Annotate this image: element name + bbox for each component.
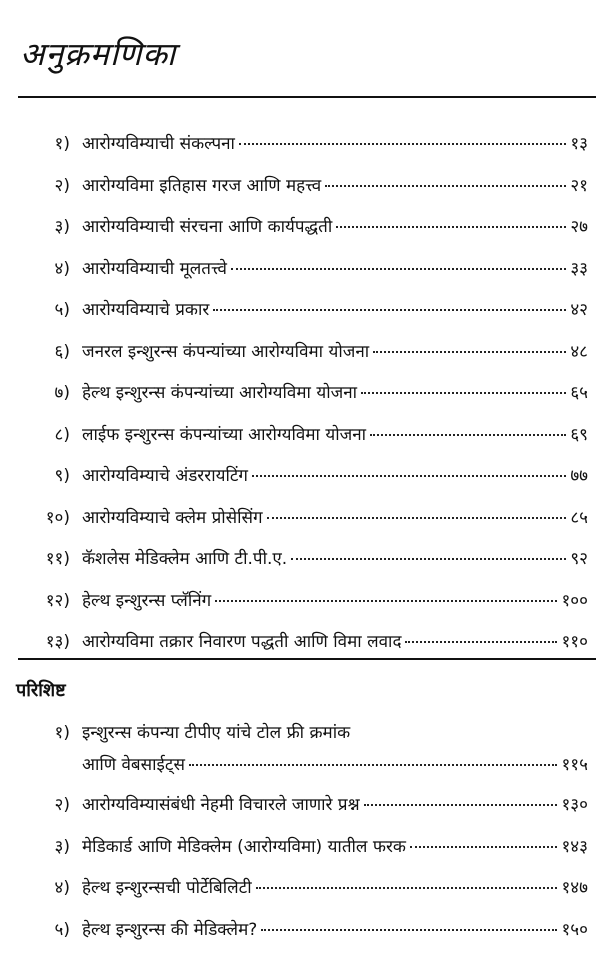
dot-leader — [267, 517, 567, 519]
entry-title: हेल्थ इन्शुरन्सची पोर्टेबिलिटी — [82, 878, 252, 898]
entry-title: लाईफ इन्शुरन्स कंपन्यांच्या आरोग्यविमा योजना — [82, 424, 367, 445]
entry-page: ११० — [561, 632, 588, 652]
entry-number: ७) — [54, 383, 70, 403]
dot-leader — [373, 351, 566, 353]
entry-title: आरोग्यविम्याचे प्रकार — [82, 300, 210, 320]
entry-title: कॅशलेस मेडिक्लेम आणि टी.पी.ए. — [82, 549, 288, 569]
contents-entry — [0, 422, 600, 464]
entry-number: ४) — [54, 258, 70, 279]
entry-title: हेल्थ इन्शुरन्स की मेडिक्लेम? — [82, 919, 258, 940]
entry-title: आरोग्यविम्याची संरचना आणि कार्यपद्धती — [82, 217, 333, 237]
entry-title: आणि वेबसाईट्स — [82, 755, 185, 775]
entry-title: आरोग्यविम्याचे अंडररायटिंग — [82, 466, 249, 486]
entry-title: आरोग्यविमा इतिहास गरज आणि महत्त्व — [82, 175, 322, 196]
entry-page: २७ — [570, 217, 588, 237]
entry-number: ९) — [54, 466, 70, 486]
appendix-list — [0, 720, 600, 958]
entry-page: ७७ — [570, 466, 588, 486]
entry-page: १५० — [561, 919, 588, 940]
dot-leader — [252, 475, 566, 477]
entry-title: आरोग्यविम्याचे क्लेम प्रोसेसिंग — [82, 507, 263, 528]
dot-leader — [213, 309, 566, 311]
dot-leader — [405, 641, 557, 643]
entry-number: २) — [54, 795, 70, 815]
entry-page: ६९ — [570, 424, 588, 445]
dot-leader — [325, 185, 566, 187]
appendix-entry — [0, 720, 600, 792]
entry-number: ३) — [54, 217, 70, 237]
entry-page: १०० — [561, 590, 588, 611]
title-divider — [18, 96, 596, 98]
appendix-entry — [0, 917, 600, 959]
dot-leader — [239, 143, 566, 145]
entry-title: मेडिकार्ड आणि मेडिक्लेम (आरोग्यविमा) यातील फरक — [82, 836, 406, 857]
dot-leader — [291, 558, 566, 560]
contents-entry — [0, 256, 600, 298]
dot-leader — [231, 268, 566, 270]
dot-leader — [410, 846, 557, 848]
entry-number: १) — [54, 723, 70, 743]
section-divider — [18, 658, 596, 660]
entry-page: १४७ — [561, 878, 588, 898]
contents-entry — [0, 214, 600, 256]
entry-title: आरोग्यविम्याची मूलतत्त्वे — [82, 258, 228, 279]
contents-entry — [0, 173, 600, 215]
appendix-entry — [0, 875, 600, 917]
entry-page: ८५ — [570, 507, 588, 528]
entry-number: ५) — [54, 919, 70, 940]
entry-number: १) — [54, 134, 70, 154]
entry-title: हेल्थ इन्शुरन्स प्लॅनिंग — [82, 590, 212, 611]
dot-leader — [256, 887, 558, 889]
entry-number: १२) — [45, 590, 70, 611]
entry-page: १३० — [561, 795, 588, 815]
appendix-heading: परिशिष्ट — [16, 680, 66, 701]
entry-number: ११) — [45, 549, 70, 569]
entry-page: ११५ — [561, 755, 588, 775]
entry-page: ६५ — [570, 383, 588, 403]
entry-title: जनरल इन्शुरन्स कंपन्यांच्या आरोग्यविमा योजना — [82, 341, 370, 362]
appendix-entry — [0, 834, 600, 876]
entry-page: ४८ — [570, 341, 588, 362]
contents-entry — [0, 588, 600, 630]
dot-leader — [361, 392, 566, 394]
page-title: अनुक्रमणिका — [20, 35, 177, 73]
contents-entry — [0, 297, 600, 339]
contents-entry — [0, 463, 600, 505]
entry-title: आरोग्यविमा तक्रार निवारण पद्धती आणि विमा लवाद — [82, 632, 402, 652]
entry-title: आरोग्यविम्याची संकल्पना — [82, 134, 235, 154]
contents-entry — [0, 131, 600, 173]
dot-leader — [215, 600, 557, 602]
contents-entry — [0, 629, 600, 671]
entry-page: २१ — [570, 175, 588, 196]
entry-page: १४३ — [561, 836, 588, 857]
entry-title: हेल्थ इन्शुरन्स कंपन्यांच्या आरोग्यविमा योजना — [82, 383, 358, 403]
contents-list — [0, 131, 600, 671]
entry-number: ५) — [54, 300, 70, 320]
entry-number: ४) — [54, 878, 70, 898]
contents-entry — [0, 546, 600, 588]
entry-number: २) — [54, 175, 70, 196]
contents-entry — [0, 505, 600, 547]
entry-number: ६) — [54, 341, 70, 362]
entry-page: १३ — [570, 134, 588, 154]
entry-title: आरोग्यविम्यासंबंधी नेहमी विचारले जाणारे प्रश्न — [82, 795, 360, 815]
dot-leader — [336, 226, 566, 228]
entry-number: ३) — [54, 836, 70, 857]
contents-entry — [0, 339, 600, 381]
dot-leader — [261, 929, 557, 931]
dot-leader — [364, 804, 558, 806]
entry-title-line1: इन्शुरन्स कंपन्या टीपीए यांचे टोल फ्री क्रमांक — [82, 723, 351, 743]
appendix-entry — [0, 792, 600, 834]
dot-leader — [189, 764, 558, 766]
contents-entry — [0, 380, 600, 422]
entry-number: १३) — [45, 632, 70, 652]
dot-leader — [370, 434, 566, 436]
entry-number: ८) — [54, 424, 70, 445]
entry-number: १०) — [45, 507, 70, 528]
entry-page: ३३ — [570, 258, 588, 279]
entry-page: ९२ — [570, 549, 588, 569]
entry-page: ४२ — [570, 300, 588, 320]
